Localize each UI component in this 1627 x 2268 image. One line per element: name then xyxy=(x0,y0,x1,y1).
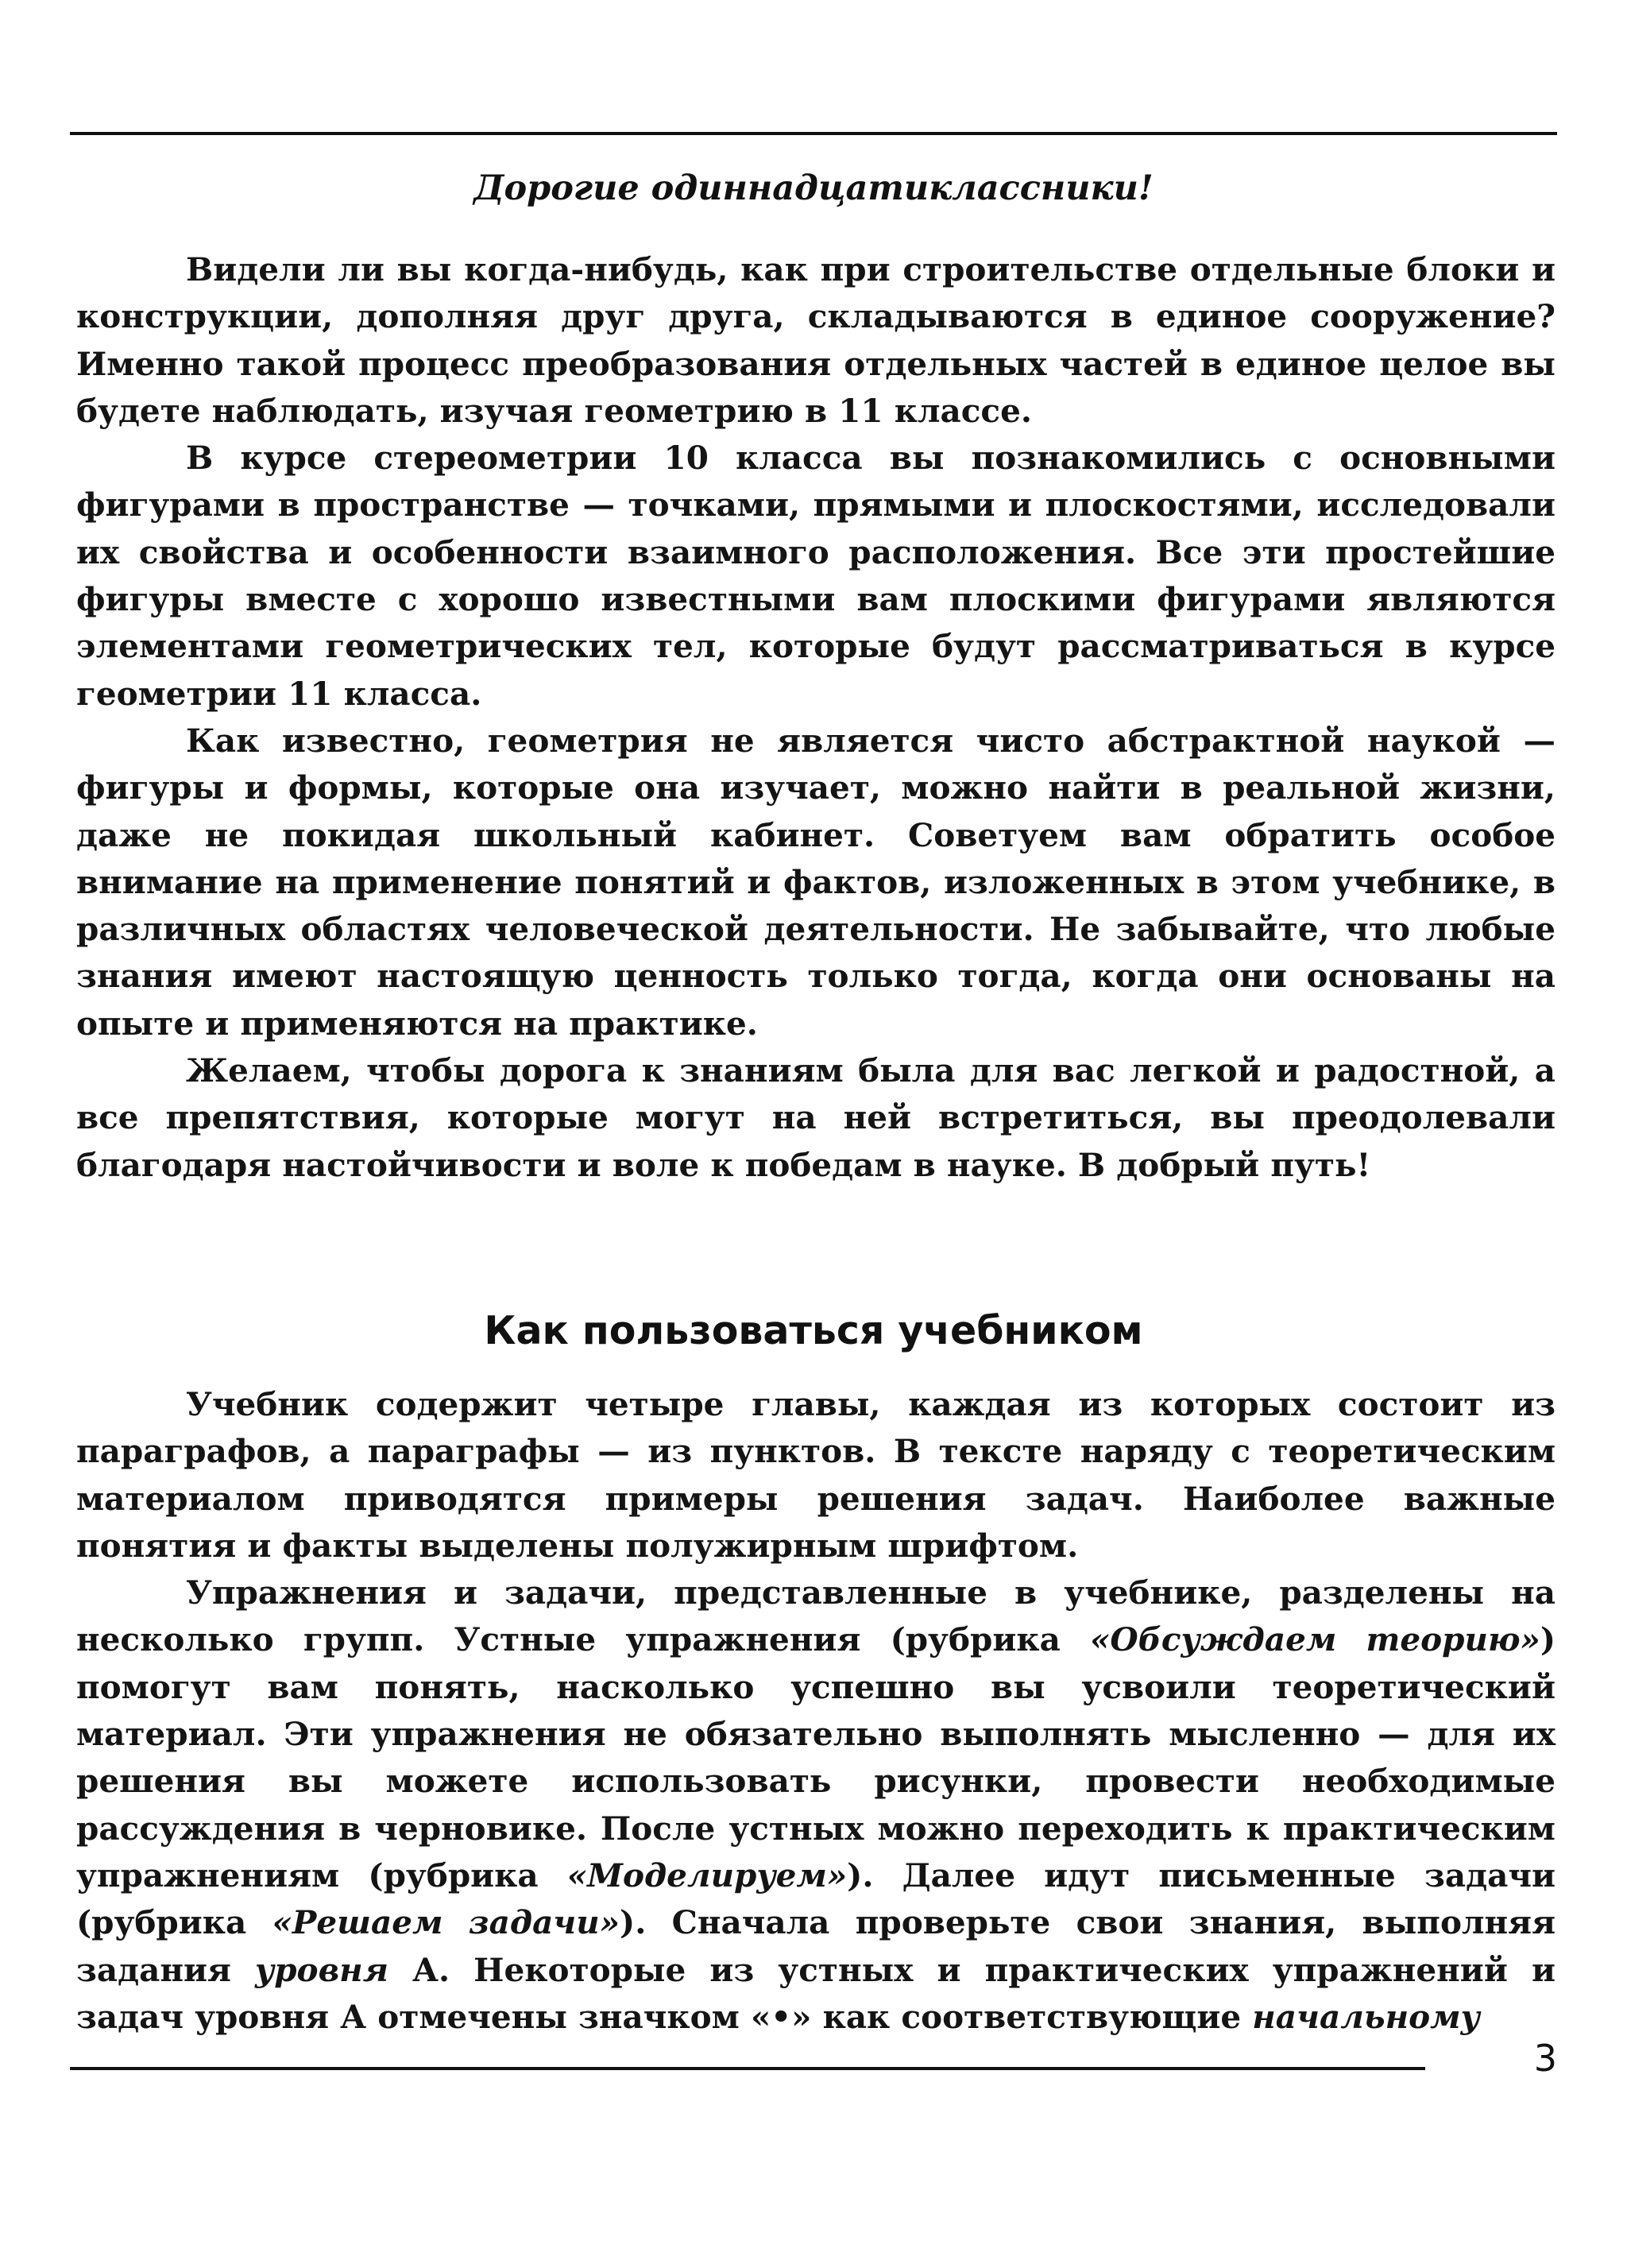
intro-text xyxy=(76,246,1556,1189)
usage-text-fragment: А. Некоторые из устных и практических упражнений и задач уровня А отмечены значком xyxy=(76,1950,1556,2036)
usage-text xyxy=(76,1381,1556,2041)
rubric-discuss-theory: «Обсуждаем теорию» xyxy=(1090,1620,1540,1659)
usage-text-fragment: ). Далее идут письменные задачи (рубрика xyxy=(76,1856,1556,1942)
usage-text-fragment: ). Сначала проверьте свои знания, выполняя задания xyxy=(76,1903,1556,1989)
top-rule xyxy=(70,132,1557,135)
level-word: уровня xyxy=(255,1950,388,1989)
intro-paragraph: В курсе стереометрии 10 класса вы познакомились с основными фигурами в пространстве — точками, прямыми и плоскостями, исследовали их свойства и особенности взаимного расположения. Все эти простейшие фигуры вместе с хорошо известными вам плоскими фигурами являются элементами геометрических тел, которые будут рассматриваться в курсе геометрии 11 класса. xyxy=(76,439,1556,713)
section-heading: Как пользоваться учебником xyxy=(484,1308,1143,1353)
intro-paragraph: Желаем, чтобы дорога к знаниям была для вас легкой и радостной, а все препятствия, которые могут на ней встретиться, вы преодолевали благодаря настойчивости и воле к победам в науке. В добрый путь! xyxy=(76,1051,1556,1184)
intro-paragraph: Видели ли вы когда-нибудь, как при строительстве отдельные блоки и конструкции, дополняя друг друга, складываются в единое сооружение? Именно такой процесс преобразования отдельных частей в единое целое вы будете наблюдать, изучая геометрию в 11 классе. xyxy=(76,250,1556,430)
rubric-modeling: «Моделируем» xyxy=(566,1856,848,1895)
usage-paragraph: Учебник содержит четыре главы, каждая из которых состоит из параграфов, а параграфы — из пунктов. В тексте наряду с теоретическим материалом приводятся примеры решения задач. Наиболее важные понятия и факты выделены полужирным шрифтом. xyxy=(76,1385,1556,1565)
intro-paragraph: Как известно, геометрия не является чисто абстрактной наукой — фигуры и формы, которые она изучает, можно найти в реальной жизни, даже не покидая школьный кабинет. Советуем вам обратить особое внимание на применение понятий и фактов, изложенных в этом учебнике, в различных областях человеческой деятельности. Не забывайте, что любые знания имеют настоящую ценность только тогда, когда они основаны на опыте и применяются на практике. xyxy=(76,721,1556,1043)
usage-text-fragment: Упражнения и задачи, представленные в учебнике, разделены на несколько групп. Устные упражнения (рубрика xyxy=(76,1573,1556,1659)
usage-text-fragment: как соответствующие xyxy=(811,1997,1253,2036)
usage-paragraph xyxy=(76,1569,1556,2041)
initial-level-word: начальному xyxy=(1252,1997,1480,2036)
usage-text-fragment: ) помогут вам понять, насколько успешно вы усвоили теоретический материал. Эти упражнения не обязательно выполнять мысленно — для их решения вы можете использовать рисунки, провести необходимые рассуждения в черновике. После устных можно переходить к практическим упражнениям (рубрика xyxy=(76,1620,1556,1895)
dot-mark-symbol: «•» xyxy=(750,1997,812,2036)
rubric-solve-problems: «Решаем задачи» xyxy=(272,1903,620,1942)
bottom-rule xyxy=(70,2067,1425,2070)
greeting-title: Дорогие одиннадцатиклассники! xyxy=(473,168,1154,208)
page-number: 3 xyxy=(1533,2037,1557,2080)
